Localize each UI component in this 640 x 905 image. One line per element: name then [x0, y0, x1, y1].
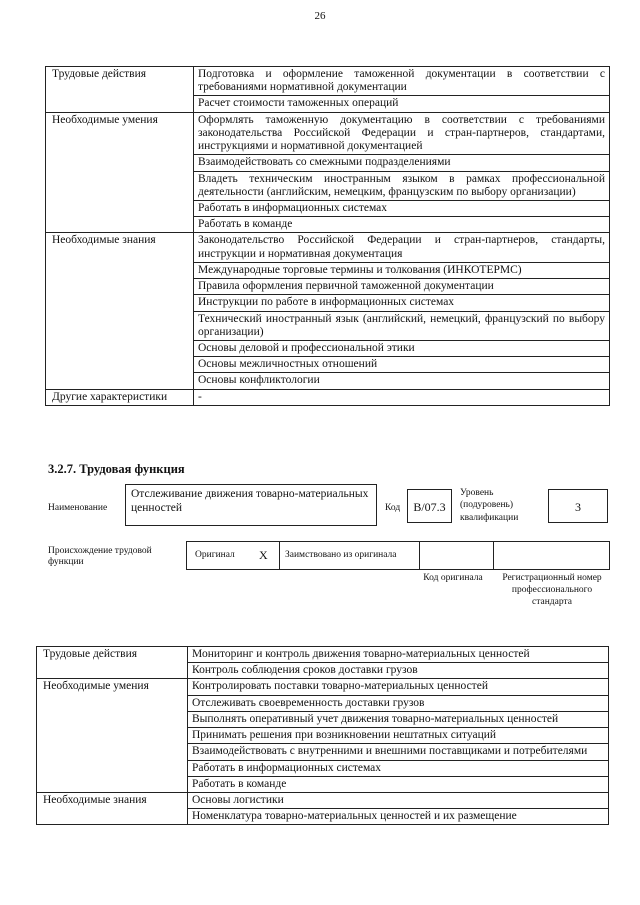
- table-cell: Работать в команде: [188, 776, 609, 792]
- table-cell: Выполнять оперативный учет движения товарно-материальных ценностей: [188, 711, 609, 727]
- level-box: [548, 489, 608, 523]
- row-label: Необходимые знания: [37, 792, 188, 824]
- function-name: Отслеживание движения товарно-материальных ценностей: [131, 488, 369, 514]
- table-cell: Работать в информационных системах: [194, 200, 610, 216]
- table-row: [37, 647, 609, 663]
- origin-label: Происхождение трудовой функции: [48, 546, 152, 568]
- code-original-caption: Код оригинала: [423, 573, 483, 583]
- level-label: Уровень (подуровень) квалификации: [460, 488, 519, 523]
- table-row: [46, 233, 610, 262]
- function-code: B/07.3: [413, 500, 446, 514]
- function-name-box: [125, 484, 377, 526]
- page-number: 26: [314, 10, 326, 22]
- table-cell: Основы конфликтологии: [194, 373, 610, 389]
- origin-divider-3: [493, 542, 494, 569]
- row-label: Необходимые умения: [37, 679, 188, 793]
- table-cell: Оформлять таможенную документацию в соответствии с требованиями законодательства Российской Федерации и стран-партнеров, стандартами, инструкциями и нормативной документацией: [194, 112, 610, 155]
- row-label: Трудовые действия: [37, 647, 188, 679]
- code-box: [407, 489, 452, 523]
- origin-borrowed-label: Заимствовано из оригинала: [285, 550, 397, 560]
- table-row: [46, 67, 610, 96]
- code-label: Код: [385, 503, 401, 513]
- table-cell: Мониторинг и контроль движения товарно-материальных ценностей: [188, 647, 609, 663]
- table-cell: Расчет стоимости таможенных операций: [194, 96, 610, 112]
- table-cell: Принимать решения при возникновении нештатных ситуаций: [188, 728, 609, 744]
- origin-divider-1: [279, 542, 280, 569]
- table-cell: Технический иностранный язык (английский, немецкий, французский по выбору организации): [194, 311, 610, 340]
- table-cell: Контроль соблюдения сроков доставки грузов: [188, 663, 609, 679]
- table-cell: Взаимодействовать с внутренними и внешними поставщиками и потребителями: [188, 744, 609, 760]
- table-cell: Работать в информационных системах: [188, 760, 609, 776]
- table-cell: Инструкции по работе в информационных системах: [194, 295, 610, 311]
- table-row: [46, 112, 610, 155]
- table-row: [46, 389, 610, 405]
- table-cell: Правила оформления первичной таможенной документации: [194, 279, 610, 295]
- origin-row: [186, 541, 610, 570]
- table-cell: Основы деловой и профессиональной этики: [194, 340, 610, 356]
- table-cell: Владеть техническим иностранным языком в рамках профессиональной деятельности (английским, немецким, французским по выбору организации): [194, 171, 610, 200]
- table-cell: Работать в команде: [194, 217, 610, 233]
- origin-divider-2: [419, 542, 420, 569]
- table-cell: Основы логистики: [188, 792, 609, 808]
- table-cell: Номенклатура товарно-материальных ценностей и их размещение: [188, 809, 609, 825]
- skills-table-1: [45, 66, 610, 406]
- level-value: 3: [575, 500, 581, 514]
- skills-table-2: [36, 646, 609, 825]
- row-label: Необходимые умения: [46, 112, 194, 233]
- table-cell: Законодательство Российской Федерации и стран-партнеров, стандарты, инструкции и нормативная документация: [194, 233, 610, 262]
- row-label: Необходимые знания: [46, 233, 194, 389]
- table-cell: -: [194, 389, 610, 405]
- table-row: [37, 679, 609, 695]
- table-cell: Основы межличностных отношений: [194, 357, 610, 373]
- reg-number-caption: Регистрационный номер профессионального стандарта: [502, 573, 602, 607]
- row-label: Другие характеристики: [46, 389, 194, 405]
- table-cell: Отслеживать своевременность доставки грузов: [188, 695, 609, 711]
- row-label: Трудовые действия: [46, 67, 194, 113]
- table-cell: Взаимодействовать со смежными подразделениями: [194, 155, 610, 171]
- table-cell: Контролировать поставки товарно-материальных ценностей: [188, 679, 609, 695]
- table-cell: Международные торговые термины и толкования (ИНКОТЕРМС): [194, 262, 610, 278]
- section-title: 3.2.7. Трудовая функция: [48, 462, 185, 476]
- name-label: Наименование: [48, 503, 108, 513]
- table-row: [37, 792, 609, 808]
- origin-original-label: Оригинал: [195, 550, 235, 560]
- origin-mark: X: [259, 548, 268, 562]
- table-cell: Подготовка и оформление таможенной документации в соответствии с требованиями нормативной документации: [194, 67, 610, 96]
